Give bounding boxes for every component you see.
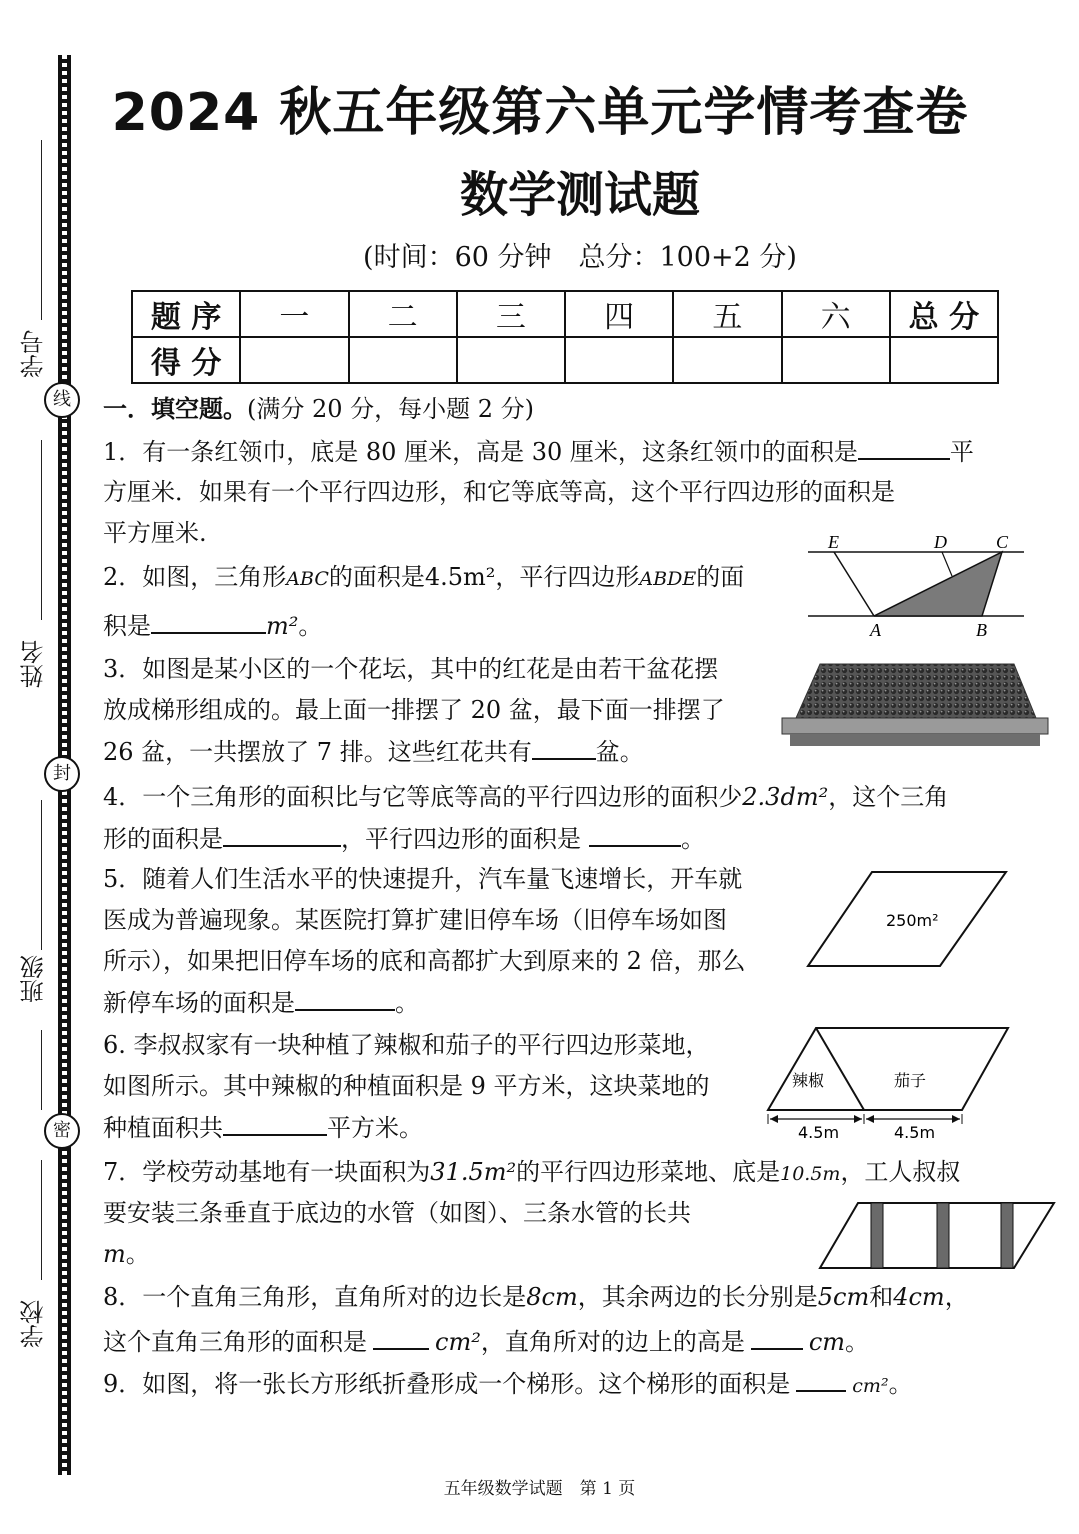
score-input-cell[interactable] — [782, 337, 890, 383]
page-footer: 五年级数学试题 第 1 页 — [443, 1479, 636, 1499]
q2-text: 。 — [298, 612, 323, 640]
side-line — [41, 140, 42, 320]
q6-line3 — [103, 1110, 423, 1145]
q3-text: 26 盆，一共摆放了 7 排。这些红花共有 — [103, 738, 532, 766]
class-label — [14, 955, 54, 1010]
q1-text: 平方厘米. — [103, 519, 207, 547]
score-cell: 得 分 — [132, 337, 240, 383]
q8-line1 — [103, 1280, 969, 1314]
q6-eggplant-label: 茄子 — [894, 1071, 927, 1090]
name-label — [14, 640, 54, 695]
q8-text: 和 — [869, 1283, 894, 1311]
q3-text: 放成梯形组成的。最上面一排摆了 20 盆，最下面一排摆了 — [103, 696, 725, 724]
score-cell: 三 — [457, 291, 565, 337]
q2-label-a: A — [870, 620, 881, 640]
score-input-cell[interactable] — [240, 337, 348, 383]
q6-dim-left: 4.5m — [798, 1123, 840, 1142]
q3-blank[interactable] — [532, 734, 596, 760]
q4-text: 形的面积是 — [103, 825, 223, 853]
side-label-text: 学号 — [20, 330, 48, 378]
q9-unit: cm² — [852, 1375, 889, 1397]
q4-blank-1[interactable] — [223, 821, 341, 847]
q6-text: 如图所示。其中辣椒的种植面积是 9 平方米，这块菜地的 — [103, 1072, 710, 1100]
q6-vegetable-plot-figure — [762, 1024, 1012, 1142]
q2-blank[interactable] — [151, 608, 266, 634]
student-id-label — [14, 330, 54, 385]
q8-value: 8cm — [526, 1283, 578, 1311]
q2-text: ，平行四边形 — [495, 563, 640, 591]
q5-text: 5．随着人们生活水平的快速提升，汽车量飞速增长，开车就 — [103, 865, 743, 893]
score-table-score-row — [132, 337, 998, 383]
q4-line2 — [103, 821, 705, 856]
q8-line2 — [103, 1324, 869, 1359]
q5-line4 — [103, 985, 419, 1020]
q5-area-label: 250m² — [886, 911, 939, 930]
q2-text: 的面 — [696, 563, 745, 591]
q8-text: ，其余两边的长分别是 — [577, 1283, 818, 1311]
score-input-cell[interactable] — [457, 337, 565, 383]
q8-text: 这个直角三角形的面积是 — [103, 1328, 367, 1356]
score-cell: 四 — [565, 291, 673, 337]
q8-blank-1[interactable] — [373, 1324, 429, 1350]
q3-text: 3．如图是某小区的一个花坛，其中的红花是由若干盆花摆 — [103, 655, 719, 683]
q4-value: 2.3dm² — [742, 783, 829, 811]
q8-blank-2[interactable] — [751, 1324, 803, 1350]
q7-line1 — [103, 1155, 960, 1191]
q8-text: 8．一个直角三角形，直角所对的边长是 — [103, 1283, 527, 1311]
q5-blank[interactable] — [295, 985, 395, 1011]
q9-text: 。 — [888, 1370, 913, 1398]
q3-line3 — [103, 734, 644, 769]
q2-triangle-name: ABC — [286, 568, 329, 590]
q2-label-c: C — [996, 532, 1009, 552]
q4-line1 — [103, 780, 948, 814]
q6-blank[interactable] — [223, 1110, 327, 1136]
q5-parking-lot-figure — [806, 870, 1010, 970]
q8-unit: cm² — [435, 1328, 481, 1356]
q2-area: 4.5m² — [424, 563, 496, 591]
q4-text: ，这个三角 — [828, 783, 949, 811]
side-line — [41, 440, 42, 620]
q7-text: 。 — [125, 1240, 150, 1268]
q8-value: 5cm — [817, 1283, 870, 1311]
score-cell: 五 — [673, 291, 781, 337]
q5-text: 新停车场的面积是 — [103, 989, 295, 1017]
side-line — [41, 1160, 42, 1280]
q4-blank-2[interactable] — [589, 821, 681, 847]
seal-char-line: 线 — [44, 382, 80, 418]
q3-flowerbed-figure — [778, 660, 1050, 750]
side-line — [41, 800, 42, 950]
q6-dim-right: 4.5m — [894, 1123, 936, 1142]
score-input-cell[interactable] — [890, 337, 998, 383]
q5-text: 。 — [395, 989, 419, 1017]
q1-text: 1．有一条红领巾，底是 80 厘米，高是 30 厘米，这条红领巾的面积是 — [103, 438, 858, 466]
q2-text: 积是 — [103, 612, 151, 640]
q8-text: 。 — [845, 1328, 870, 1356]
q8-text: ，直角所对的边上的高是 — [480, 1328, 745, 1356]
score-table — [131, 290, 999, 384]
side-label-text: 姓名 — [20, 640, 48, 688]
score-cell: 题 序 — [132, 291, 240, 337]
q2-label-d: D — [934, 532, 947, 552]
q8-value: 4cm — [893, 1283, 945, 1311]
q5-text: 医成为普遍现象。某医院打算扩建旧停车场（旧停车场如图 — [103, 906, 727, 934]
seal-char-seal: 封 — [44, 756, 80, 792]
section-heading — [103, 392, 534, 426]
q7-area: 31.5m² — [430, 1158, 517, 1186]
q7-text: 7．学校劳动基地有一块面积为 — [103, 1158, 431, 1186]
q2-text: 2．如图，三角形 — [103, 563, 287, 591]
school-label — [14, 1300, 54, 1355]
q9-line1 — [103, 1366, 913, 1403]
q2-line1 — [103, 560, 744, 596]
q7-pipes-figure — [818, 1200, 1058, 1272]
q1-text: 方厘米．如果有一个平行四边形，和它等底等高，这个平行四边形的面积是 — [103, 478, 895, 506]
q5-text: 所示），如果把旧停车场的底和高都扩大到原来的 2 倍，那么 — [103, 947, 746, 975]
q2-label-b: B — [976, 620, 987, 640]
q2-label-e: E — [828, 532, 839, 552]
q1-text: 平 — [949, 438, 974, 466]
q7-text: 要安装三条垂直于底边的水管（如图）、三条水管的长共 — [103, 1199, 691, 1227]
q8-text: ， — [944, 1283, 969, 1311]
q9-blank[interactable] — [796, 1366, 846, 1392]
q6-text: 6. 李叔叔家有一块种植了辣椒和茄子的平行四边形菜地， — [103, 1031, 710, 1059]
q7-unit: m — [103, 1240, 126, 1268]
side-line — [41, 1030, 42, 1110]
score-input-cell[interactable] — [673, 337, 781, 383]
q4-text: 。 — [681, 825, 705, 853]
score-table-header-row — [132, 291, 998, 337]
q7-base: 10.5m — [780, 1163, 841, 1185]
q6-text: 种植面积共 — [103, 1114, 223, 1142]
q2-line2 — [103, 608, 322, 643]
section-note: (满分 20 分，每小题 2 分) — [247, 395, 535, 423]
section-title: 一．填空题。 — [103, 395, 247, 423]
q7-line3 — [103, 1237, 150, 1271]
score-cell: 二 — [349, 291, 457, 337]
side-label-text: 学校 — [20, 1300, 48, 1348]
seal-char-secret: 密 — [44, 1113, 80, 1149]
score-cell: 六 — [782, 291, 890, 337]
score-cell: 总 分 — [890, 291, 998, 337]
q7-text: 的平行四边形菜地、底是 — [516, 1158, 781, 1186]
q2-parallelogram-name: ABDE — [639, 568, 697, 590]
q7-text: ，工人叔叔 — [840, 1158, 961, 1186]
page-subtitle: 数学测试题 — [459, 167, 700, 223]
exam-meta: (时间：60 分钟 总分：100+2 分) — [363, 242, 797, 273]
score-cell: 一 — [240, 291, 348, 337]
q2-unit: m² — [266, 612, 299, 640]
q6-text: 平方米。 — [327, 1114, 423, 1142]
q2-figure — [806, 530, 1028, 642]
q6-pepper-label: 辣椒 — [792, 1071, 825, 1090]
page-title: 2024 秋五年级第六单元学情考查卷 — [111, 83, 969, 143]
q1-blank-1[interactable] — [858, 434, 950, 460]
score-input-cell[interactable] — [349, 337, 457, 383]
q1-line1 — [103, 434, 974, 469]
q4-text: ，平行四边形的面积是 — [341, 825, 581, 853]
q3-text: 盆。 — [595, 738, 644, 766]
score-input-cell[interactable] — [565, 337, 673, 383]
q8-unit: cm — [808, 1328, 846, 1356]
q4-text: 4．一个三角形的面积比与它等底等高的平行四边形的面积少 — [103, 783, 743, 811]
q9-text: 9．如图，将一张长方形纸折叠形成一个梯形。这个梯形的面积是 — [103, 1370, 791, 1398]
q2-text: 的面积是 — [328, 563, 425, 591]
side-label-text: 班级 — [20, 955, 48, 1003]
